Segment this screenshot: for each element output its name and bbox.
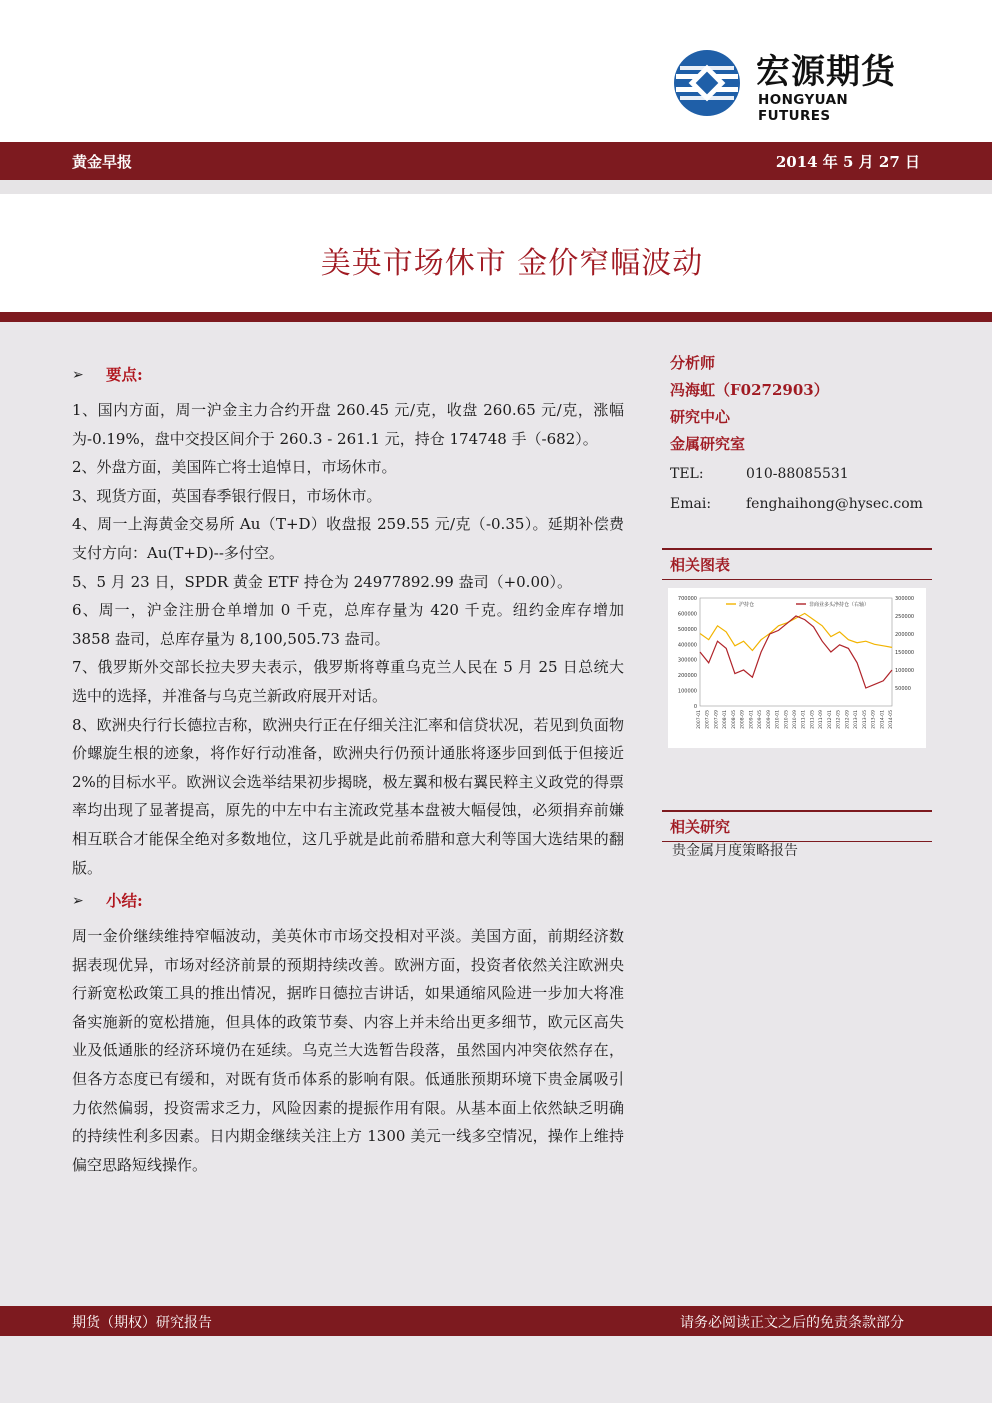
plot-frame <box>700 598 892 706</box>
x-tick-label: 2008-05 <box>731 710 737 729</box>
tel-label: TEL: <box>670 466 704 482</box>
email-row <box>670 490 932 518</box>
arrow-bullet-icon: ➢ <box>72 366 84 383</box>
y-right-tick-label: 100000 <box>895 668 915 674</box>
y-right-tick-label: 50000 <box>895 686 911 692</box>
company-logo <box>672 48 922 122</box>
x-tick-label: 2011-01 <box>801 710 807 729</box>
x-tick-label: 2007-09 <box>714 710 720 729</box>
x-tick-label: 2010-09 <box>793 710 798 729</box>
x-tick-label: 2011-05 <box>810 710 816 729</box>
footer-disclaimer: 请务必阅读正文之后的免责条款部分 <box>680 1315 904 1331</box>
key-point-item: 7、俄罗斯外交部长拉夫罗夫表示，俄罗斯将尊重乌克兰人民在 5 月 25 日总统大选中的选择，并准备与乌克兰新政府展开对话。 <box>72 658 624 705</box>
x-tick-label: 2009-05 <box>758 710 764 729</box>
key-point-item: 8、欧洲央行行长德拉吉称，欧洲央行正在仔细关注汇率和信贷状况，若见到负面物价螺旋生根的迹象，将作好行动准备，欧洲央行仍预计通胀将逐步回到低于但接近 2%的目标水平。欧洲议会选举结果初步揭晓，极左翼和极右翼民粹主义政党的得票率均出现了显著提高，原先的中左中右主流政党基本盘被大幅侵蚀，必须捐弃前嫌相互联合才能保全绝对多数地位，这几乎就是此前希腊和意大利等国大选结果的翻版。 <box>72 715 624 877</box>
related-research-item[interactable]: 贵金属月度策略报告 <box>672 843 798 859</box>
x-tick-label: 2013-05 <box>862 710 868 729</box>
key-points-heading <box>72 358 624 392</box>
analyst-label: 分析师 <box>670 354 716 372</box>
analyst-name: 冯海虹（F0272903） <box>670 381 829 399</box>
x-tick-label: 2009-01 <box>749 710 755 729</box>
department: 研究中心 <box>670 408 731 426</box>
legend-label: 沪持仓 <box>739 602 755 608</box>
y-left-tick-label: 200000 <box>677 673 697 680</box>
x-tick-label: 2013-09 <box>871 710 877 729</box>
chart-svg <box>668 588 926 748</box>
x-tick-label: 2014-05 <box>889 710 894 729</box>
x-tick-label: 2008-01 <box>723 710 729 729</box>
x-tick-label: 2009-09 <box>766 710 772 729</box>
tel-value: 010-88085531 <box>746 466 849 482</box>
x-tick-label: 2007-01 <box>697 710 702 729</box>
x-tick-label: 2011-09 <box>819 710 825 729</box>
header-divider <box>0 180 992 194</box>
key-point-item: 5、5 月 23 日，SPDR 黄金 ETF 持仓为 24977892.99 盎司（+0.00）。 <box>72 572 573 591</box>
y-right-tick-label: 150000 <box>895 650 915 656</box>
series-line-1 <box>700 616 892 688</box>
legend-label: 非商业多头净持仓（右轴） <box>809 602 870 608</box>
email-label: Emai: <box>670 496 712 512</box>
summary-title: 小结: <box>106 890 143 910</box>
summary-text: 周一金价继续维持窄幅波动，美英休市市场交投相对平淡。美国方面，前期经济数据表现优异，市场对经济前景的预期持续改善。欧洲方面，投资者依然关注欧洲央行新宽松政策工具的推出情况，据昨日德拉吉讲话，如果通缩风险进一步加大将准备实施新的宽松措施，但具体的政策节奏、内容上并未给出更多细节，欧元区高失业及低通胀的经济环境仍在延续。乌克兰大选暂告段落，虽然国内冲突依然存在，但各方态度已有缓和，对既有货币体系的影响有限。低通胀预期环境下贵金属吸引力依然偏弱，投资需求乏力，风险因素的提振作用有限。从基本面上依然缺乏明确的持续性利多因素。日内期金继续关注上方 1300 美元一线多空情况，操作上维持偏空思路短线操作。 <box>72 927 624 1174</box>
x-tick-label: 2013-01 <box>854 710 860 729</box>
summary-heading <box>72 884 624 918</box>
related-research-heading: 相关研究 <box>662 810 932 842</box>
key-point-item: 1、国内方面，周一沪金主力合约开盘 260.45 元/克，收盘 260.65 元/克，涨幅为-0.19%，盘中交投区间介于 260.3 - 261.1 元，持仓 174748 手（-682）。 <box>72 401 624 448</box>
logo-chinese-name: 宏源期货 <box>756 52 896 92</box>
y-left-tick-label: 700000 <box>677 596 697 602</box>
related-charts-heading: 相关图表 <box>662 548 932 580</box>
footer-left: 期货（期权）研究报告 <box>72 1315 212 1331</box>
arrow-bullet-icon: ➢ <box>72 892 84 909</box>
y-left-tick-label: 100000 <box>677 688 697 695</box>
x-tick-label: 2014-01 <box>880 710 886 729</box>
tel-row <box>670 460 932 488</box>
footer-band <box>0 1306 992 1336</box>
holdings-chart <box>668 588 926 748</box>
y-left-tick-label: 600000 <box>677 611 697 618</box>
email-value[interactable]: fenghaihong@hysec.com <box>746 496 923 512</box>
logo-emblem-icon <box>672 48 742 118</box>
x-tick-label: 2012-01 <box>827 710 833 729</box>
analyst-sidebar <box>670 350 932 518</box>
y-left-tick-label: 0 <box>693 704 697 710</box>
y-left-tick-label: 300000 <box>677 657 697 664</box>
y-right-tick-label: 200000 <box>895 632 915 638</box>
key-point-item: 4、周一上海黄金交易所 Au（T+D）收盘报 259.55 元/克（-0.35）。延期补偿费支付方向：Au(T+D)--多付空。 <box>72 515 624 562</box>
x-tick-label: 2012-05 <box>836 710 842 729</box>
x-tick-label: 2007-05 <box>705 710 711 729</box>
logo-english-name: HONGYUAN FUTURES <box>758 92 849 124</box>
key-points-title: 要点: <box>106 364 143 384</box>
key-point-item: 2、外盘方面，美国阵亡将士追悼日，市场休市。 <box>72 458 397 477</box>
key-point-item: 6、周一，沪金注册仓单增加 0 千克，总库存量为 420 千克。纽约金库存增加 3858 盎司，总库存量为 8,100,505.73 盎司。 <box>72 601 624 648</box>
report-date: 2014 年 5 月 27 日 <box>775 153 920 171</box>
sub-department: 金属研究室 <box>670 435 746 453</box>
key-point-item: 3、现货方面，英国春季银行假日，市场休市。 <box>72 486 382 505</box>
header-band <box>0 142 992 180</box>
x-tick-label: 2010-01 <box>775 710 781 729</box>
y-right-tick-label: 250000 <box>895 614 915 620</box>
page-title: 美英市场休市 金价窄幅波动 <box>320 246 704 281</box>
main-content <box>72 358 624 1179</box>
report-type: 黄金早报 <box>72 153 133 171</box>
y-left-tick-label: 400000 <box>677 642 697 649</box>
x-tick-label: 2012-09 <box>845 710 851 729</box>
x-tick-label: 2010-05 <box>784 710 790 729</box>
y-left-tick-label: 500000 <box>677 626 697 633</box>
y-right-tick-label: 300000 <box>895 596 915 602</box>
series-line-0 <box>700 613 892 650</box>
title-divider <box>0 312 992 322</box>
x-tick-label: 2008-09 <box>740 710 746 729</box>
